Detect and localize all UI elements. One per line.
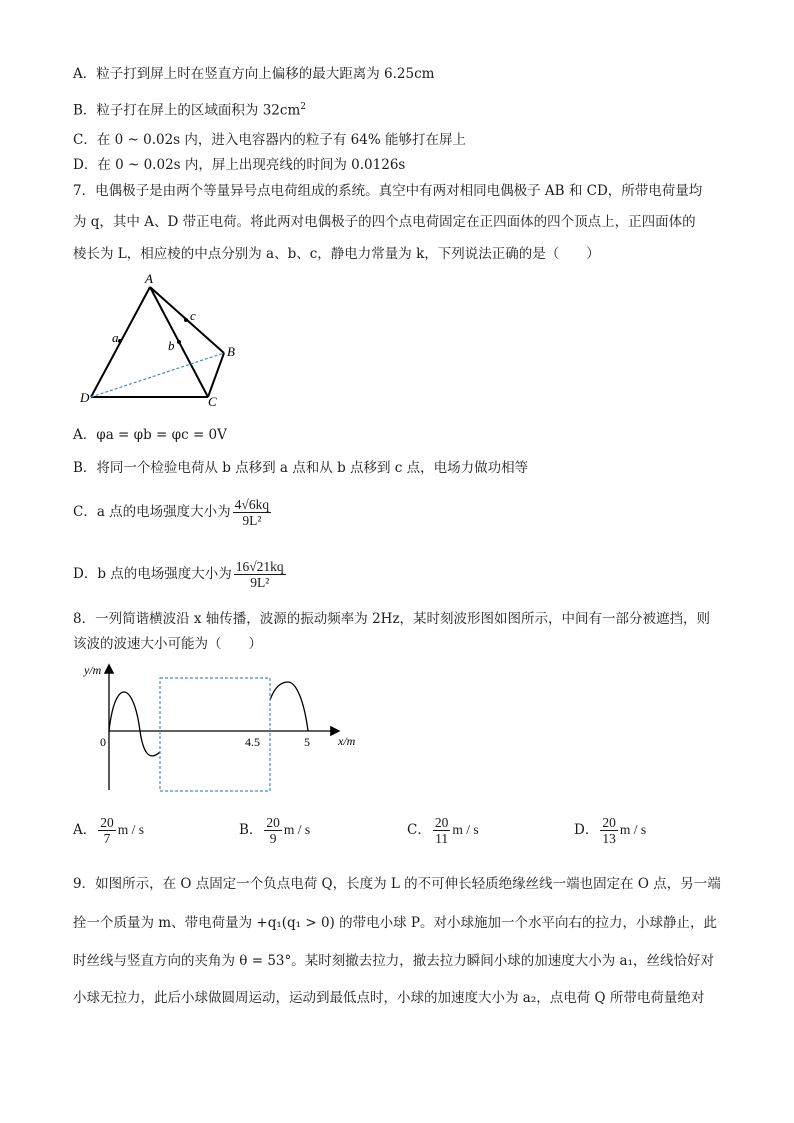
q8-option-a-denominator: 7 <box>103 831 111 846</box>
q7-option-d-text: D．b 点的电场强度大小为 <box>73 566 232 582</box>
q8-option-c-denominator: 11 <box>435 831 449 846</box>
q8-option-c-numerator: 20 <box>434 815 449 830</box>
q7-option-c-text: C．a 点的电场强度大小为 <box>73 504 231 520</box>
q8-option-b-numerator: 20 <box>266 815 280 830</box>
label-vertex-b: B <box>227 344 235 359</box>
q6-option-c: C．在 0 ~ 0.02s 内，进入电容器内的粒子有 64% 能够打在屏上 <box>73 132 466 148</box>
tetrahedron-figure <box>78 268 248 408</box>
q8-option-d-numerator: 20 <box>602 815 616 830</box>
q8-option-b-denominator: 9 <box>269 831 277 846</box>
q6-option-a: A．粒子打到屏上时在竖直方向上偏移的最大距离为 6.25cm <box>73 66 435 82</box>
q9-stem-line3: 时丝线与竖直方向的夹角为 θ = 53°。某时刻撤去拉力，撤去拉力瞬间小球的加速度大小为 a₁，丝线恰好对 <box>73 953 714 969</box>
q8-option-a-numerator: 20 <box>100 815 114 830</box>
q8-option-d <box>574 815 646 846</box>
q9-stem-line1: 9．如图所示，在 O 点固定一个负点电荷 Q，长度为 L 的不可伸长轻质绝缘丝线一端也固定在 O 点，另一端 <box>73 876 721 892</box>
q6-option-b-sup: 2 <box>300 102 306 112</box>
x-axis-label: x/m <box>338 734 356 748</box>
midpoint-b <box>177 340 181 344</box>
wave-left-segment <box>109 692 160 756</box>
q7-option-c-denominator: 9L² <box>242 513 262 528</box>
label-vertex-a: A <box>145 271 153 286</box>
q8-option-c-fraction <box>433 815 451 846</box>
wave-right-segment <box>270 682 308 731</box>
q7-option-d-denominator: 9L² <box>250 575 270 590</box>
label-vertex-c: C <box>208 394 217 408</box>
q7-stem-line2: 为 q，其中 A、D 带正电荷。将此两对电偶极子的四个点电荷固定在正四面体的四个顶点上，正四面体的 <box>73 214 696 230</box>
x-tick-4-5: 4.5 <box>245 735 260 749</box>
q7-stem-line3: 棱长为 L，相应棱的中点分别为 a、b、c，静电力常量为 k，下列说法正确的是（ ） <box>73 246 600 262</box>
midpoint-c <box>184 318 188 322</box>
q6-option-d: D．在 0 ~ 0.02s 内，屏上出现亮线的时间为 0.0126s <box>73 157 406 173</box>
q8-option-d-letter: D． <box>574 822 599 838</box>
q8-option-c-unit: m / s <box>452 822 479 837</box>
q8-option-b-letter: B． <box>239 822 263 838</box>
q8-option-c-letter: C． <box>407 822 431 838</box>
q8-stem-line1: 8．一列简谐横波沿 x 轴传播，波源的振动频率为 2Hz，某时刻波形图如图所示，中间有一部分被遮挡，则 <box>73 611 711 627</box>
q8-option-b-fraction <box>264 815 282 846</box>
q6-option-b <box>73 98 306 120</box>
q8-option-d-denominator: 13 <box>602 831 616 846</box>
midpoint-a <box>118 339 122 343</box>
y-axis-label: y/m <box>84 663 102 677</box>
q7-option-d <box>73 559 288 590</box>
q8-option-d-fraction <box>600 815 618 846</box>
q7-option-d-numerator: 16√21kq <box>235 559 284 574</box>
wave-graph <box>78 660 368 800</box>
q9-stem-line2: 拴一个质量为 m、带电荷量为 +q₁(q₁ > 0) 的带电小球 P。对小球施加一个水平向右的拉力，小球静止，此 <box>73 915 717 931</box>
q7-option-a: A．φa = φb = φc = 0V <box>73 427 227 443</box>
label-midpoint-a: a <box>112 330 119 345</box>
q8-option-a-letter: A． <box>73 822 97 838</box>
label-midpoint-c: c <box>190 308 196 323</box>
x-origin-label: 0 <box>100 735 106 749</box>
q8-option-c <box>407 815 479 846</box>
q7-option-b: B．将同一个检验电荷从 b 点移到 a 点和从 b 点移到 c 点，电场力做功相等 <box>73 460 529 476</box>
q7-option-c <box>73 497 273 528</box>
q7-stem-line1: 7．电偶极子是由两个等量异号点电荷组成的系统。真空中有两对相同电偶极子 AB 和 CD，所带电荷量均 <box>73 183 703 199</box>
q8-option-a-unit: m / s <box>117 822 145 837</box>
q6-option-b-text: B．粒子打在屏上的区域面积为 32cm <box>73 102 301 119</box>
q8-stem-line2: 该波的波速大小可能为（ ） <box>73 636 262 652</box>
q7-option-c-fraction <box>233 497 271 528</box>
label-vertex-d: D <box>80 390 90 405</box>
q8-options-row <box>73 815 733 851</box>
q8-option-b-unit: m / s <box>283 822 311 837</box>
q9-stem-line4: 小球无拉力，此后小球做圆周运动，运动到最低点时，小球的加速度大小为 a₂，点电荷 Q 所带电荷量绝对 <box>73 990 705 1006</box>
q8-option-b <box>239 815 310 846</box>
label-midpoint-b: b <box>168 338 175 353</box>
edge-bc <box>208 353 224 397</box>
q8-option-a <box>73 815 144 846</box>
q8-option-a-fraction <box>98 815 116 846</box>
x-tick-5: 5 <box>304 735 310 749</box>
q7-option-c-numerator: 4√6kq <box>234 497 270 512</box>
q8-option-d-unit: m / s <box>619 822 647 837</box>
q7-option-d-fraction <box>234 559 286 590</box>
